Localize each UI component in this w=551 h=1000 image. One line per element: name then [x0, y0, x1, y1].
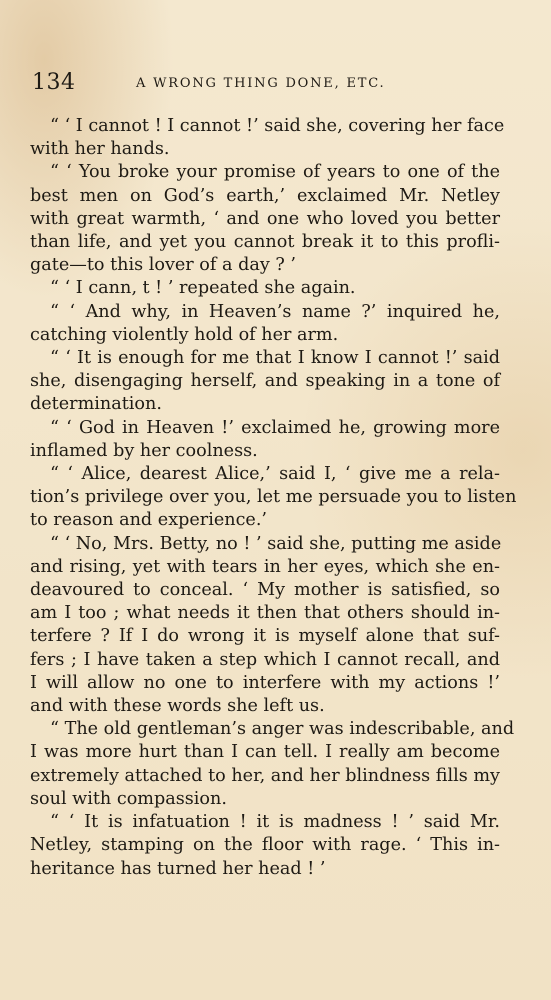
- paragraph: [30, 811, 500, 881]
- text-line: “ The old gentleman’s anger was indescribable, and: [50, 719, 515, 740]
- text-line: and with these words she left us.: [30, 696, 325, 717]
- paragraph: [30, 347, 500, 417]
- paragraph: [30, 718, 515, 811]
- paragraph: [30, 417, 500, 463]
- text-line: heritance has turned her head ! ’: [30, 858, 326, 879]
- text-line: catching violently hold of her arm.: [30, 324, 339, 345]
- text-line: “ ‘ You broke your promise of years to one of the: [50, 162, 500, 183]
- text-line: gate—to this lover of a day ? ’: [30, 255, 296, 276]
- text-line: inflamed by her coolness.: [30, 440, 258, 461]
- text-line: soul with compassion.: [30, 788, 227, 809]
- paragraph: [30, 463, 517, 533]
- page-header: [32, 70, 502, 100]
- text-line: I was more hurt than I can tell. I really am become: [30, 742, 500, 763]
- text-line: I will allow no one to interfere with my actions !’: [30, 672, 500, 693]
- text-line: with great warmth, ‘ and one who loved you better: [30, 208, 500, 229]
- paragraph: [30, 115, 505, 161]
- text-line: she, disengaging herself, and speaking in a tone of: [30, 371, 500, 392]
- text-line: and rising, yet with tears in her eyes, which she en-: [30, 556, 500, 577]
- text-line: “ ‘ And why, in Heaven’s name ?’ inquired he,: [50, 301, 500, 322]
- text-line: am I too ; what needs it then that others should in-: [30, 603, 500, 624]
- running-head: A WRONG THING DONE, ETC.: [136, 76, 386, 91]
- page-number: 134: [32, 70, 76, 95]
- text-line: “ ‘ Alice, dearest Alice,’ said I, ‘ give me a rela-: [50, 464, 500, 485]
- text-line: terfere ? If I do wrong it is myself alone that suf-: [30, 626, 500, 647]
- text-line: “ ‘ I cann‚ t ! ’ repeated she again.: [50, 278, 356, 299]
- text-line: “ ‘ God in Heaven !’ exclaimed he, growing more: [50, 417, 500, 438]
- text-line: fers ; I have taken a step which I cannot recall, and: [30, 649, 500, 670]
- text-line: “ ‘ It is infatuation ! it is madness ! ’ said Mr.: [50, 812, 500, 833]
- text-line: tion’s privilege over you, let me persuade you to listen: [30, 487, 517, 508]
- text-line: with her hands.: [30, 139, 170, 160]
- paragraph: [30, 277, 500, 300]
- text-line: to reason and experience.’: [30, 510, 268, 531]
- paragraph: [30, 533, 500, 719]
- text-line: “ ‘ No, Mrs. Betty, no ! ’ said she, putting me aside: [50, 533, 502, 554]
- text-line: extremely attached to her, and her blindness fills my: [30, 765, 500, 786]
- paragraph: [30, 301, 500, 347]
- body-text: [30, 115, 517, 881]
- paragraph: [30, 161, 500, 277]
- text-line: determination.: [30, 394, 162, 415]
- text-line: Netley, stamping on the floor with rage. ‘ This in-: [30, 835, 500, 856]
- text-line: “ ‘ I cannot ! I cannot !’ said she, covering her face: [50, 116, 505, 136]
- text-line: best men on God’s earth,’ exclaimed Mr. Netley: [30, 185, 500, 206]
- text-line: than life, and yet you cannot break it to this profli-: [30, 232, 500, 253]
- text-line: deavoured to conceal. ‘ My mother is satisfied, so: [30, 580, 500, 601]
- text-line: “ ‘ It is enough for me that I know I cannot !’ said: [50, 348, 500, 369]
